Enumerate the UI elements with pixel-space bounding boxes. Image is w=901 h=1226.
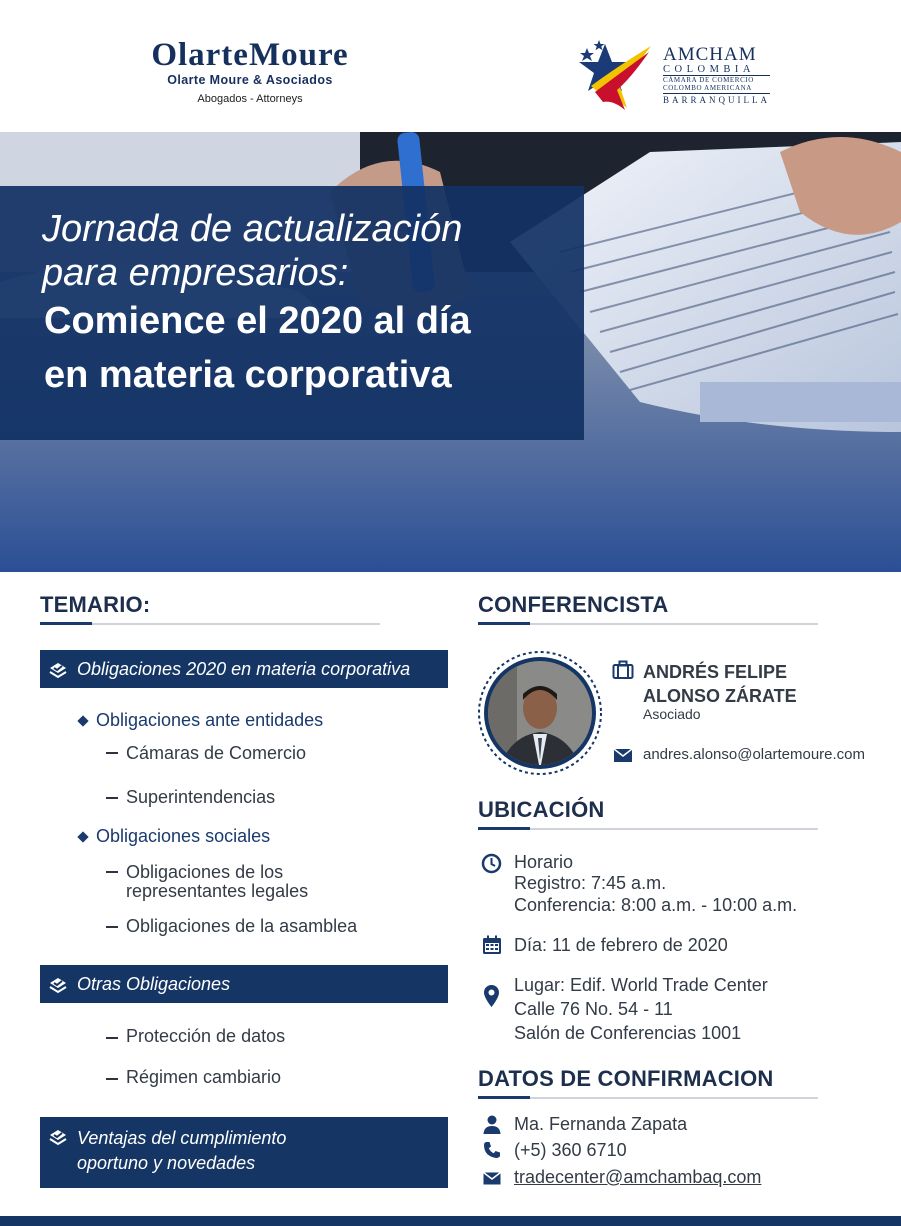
amcham-chamber-1: CÁMARA DE COMERCIO (663, 76, 754, 84)
ubicacion-title: UBICACIÓN (478, 797, 605, 822)
temario-bar-1-label: Obligaciones 2020 en materia corporativa (77, 659, 411, 679)
olarte-moure-logo (100, 38, 400, 105)
footer-band (0, 1216, 901, 1226)
conferencia-time: Conferencia: 8:00 a.m. - 10:00 a.m. (514, 895, 798, 915)
speaker-name-1: ANDRÉS FELIPE (643, 662, 788, 682)
briefcase-icon (612, 660, 634, 680)
hero-line-2: para empresarios: (42, 252, 349, 294)
group-2-item-1b: representantes legales (126, 881, 309, 901)
temario-bar-2-label: Otras Obligaciones (77, 974, 231, 994)
speaker-avatar (477, 650, 603, 776)
temario-bar-2 (40, 965, 448, 1003)
group-2-item-1a: Obligaciones de los (126, 862, 284, 882)
amcham-star-icon (575, 38, 655, 113)
speaker-role: Asociado (643, 706, 701, 722)
contact-phone[interactable]: (+5) 360 6710 (514, 1140, 627, 1160)
temario-bar-3-label-a: Ventajas del cumplimiento (77, 1128, 287, 1148)
dash-icon (106, 752, 118, 754)
bar-2-item-2: Régimen cambiario (126, 1067, 282, 1087)
temario-bar-3-label-b: oportuno y novedades (77, 1153, 256, 1173)
dia-fecha: Día: 11 de febrero de 2020 (514, 935, 728, 955)
olarte-logo-tagline: Abogados - Attorneys (197, 93, 303, 105)
temario-rule (40, 623, 380, 625)
olarte-logo-firm: Olarte Moure & Asociados (167, 73, 333, 87)
speaker-email-link[interactable]: andres.alonso@olartemoure.com (643, 746, 866, 763)
check-stack-icon (48, 1127, 68, 1147)
olarte-logo-wordmark: OlarteMoure (151, 37, 349, 73)
contact-name: Ma. Fernanda Zapata (514, 1114, 688, 1134)
bar-2-item-1: Protección de datos (126, 1026, 286, 1046)
bullet-icon (77, 715, 88, 726)
group-1-heading: Obligaciones ante entidades (96, 710, 324, 730)
confirmacion-title: DATOS DE CONFIRMACION (478, 1066, 774, 1091)
lugar-line-2: Calle 76 No. 54 - 11 (514, 999, 673, 1019)
hero-headline-1: Comience el 2020 al día (44, 300, 471, 342)
amcham-city: BARRANQUILLA (663, 95, 770, 105)
contact-email-link[interactable]: tradecenter@amchambaq.com (514, 1167, 762, 1187)
group-1-item-1: Cámaras de Comercio (126, 743, 307, 763)
group-2-item-2: Obligaciones de la asamblea (126, 916, 358, 936)
conferencista-rule (478, 623, 818, 625)
envelope-icon (613, 748, 633, 763)
temario-bar-1 (40, 650, 448, 688)
amcham-chamber-2: COLOMBO AMERICANA (663, 84, 752, 92)
registro-time: Registro: 7:45 a.m. (514, 873, 667, 893)
confirmacion-rule (478, 1097, 818, 1099)
hero-line-1: Jornada de actualización (42, 208, 463, 250)
check-stack-icon (48, 975, 68, 995)
hero-headline-2: en materia corporativa (44, 354, 452, 396)
temario-title: TEMARIO: (40, 592, 151, 617)
hero-title-panel (0, 186, 584, 440)
calendar-icon (482, 935, 502, 955)
speaker-portrait-image (477, 650, 603, 776)
amcham-name: AMCHAM (663, 44, 757, 65)
clock-icon (481, 853, 502, 874)
lugar-line-1: Lugar: Edif. World Trade Center (514, 975, 768, 995)
conferencista-title: CONFERENCISTA (478, 592, 669, 617)
dash-icon (106, 926, 118, 928)
group-2-heading: Obligaciones sociales (96, 826, 271, 846)
speaker-name-2: ALONSO ZÁRATE (643, 686, 797, 706)
dash-icon (106, 797, 118, 799)
dash-icon (106, 871, 118, 873)
dash-icon (106, 1078, 118, 1080)
temario-bar-3 (40, 1117, 448, 1188)
dash-icon (106, 1037, 118, 1039)
ubicacion-rule (478, 828, 818, 830)
person-icon (483, 1115, 501, 1134)
amcham-logo (575, 38, 775, 113)
check-stack-icon (48, 660, 68, 680)
phone-icon (483, 1141, 501, 1159)
lugar-line-3: Salón de Conferencias 1001 (514, 1023, 742, 1043)
bullet-icon (77, 831, 88, 842)
horario-label: Horario (514, 852, 574, 872)
map-pin-icon (483, 984, 500, 1008)
group-1-item-2: Superintendencias (126, 787, 276, 807)
amcham-country: COLOMBIA (663, 64, 770, 76)
envelope-icon (483, 1172, 501, 1185)
